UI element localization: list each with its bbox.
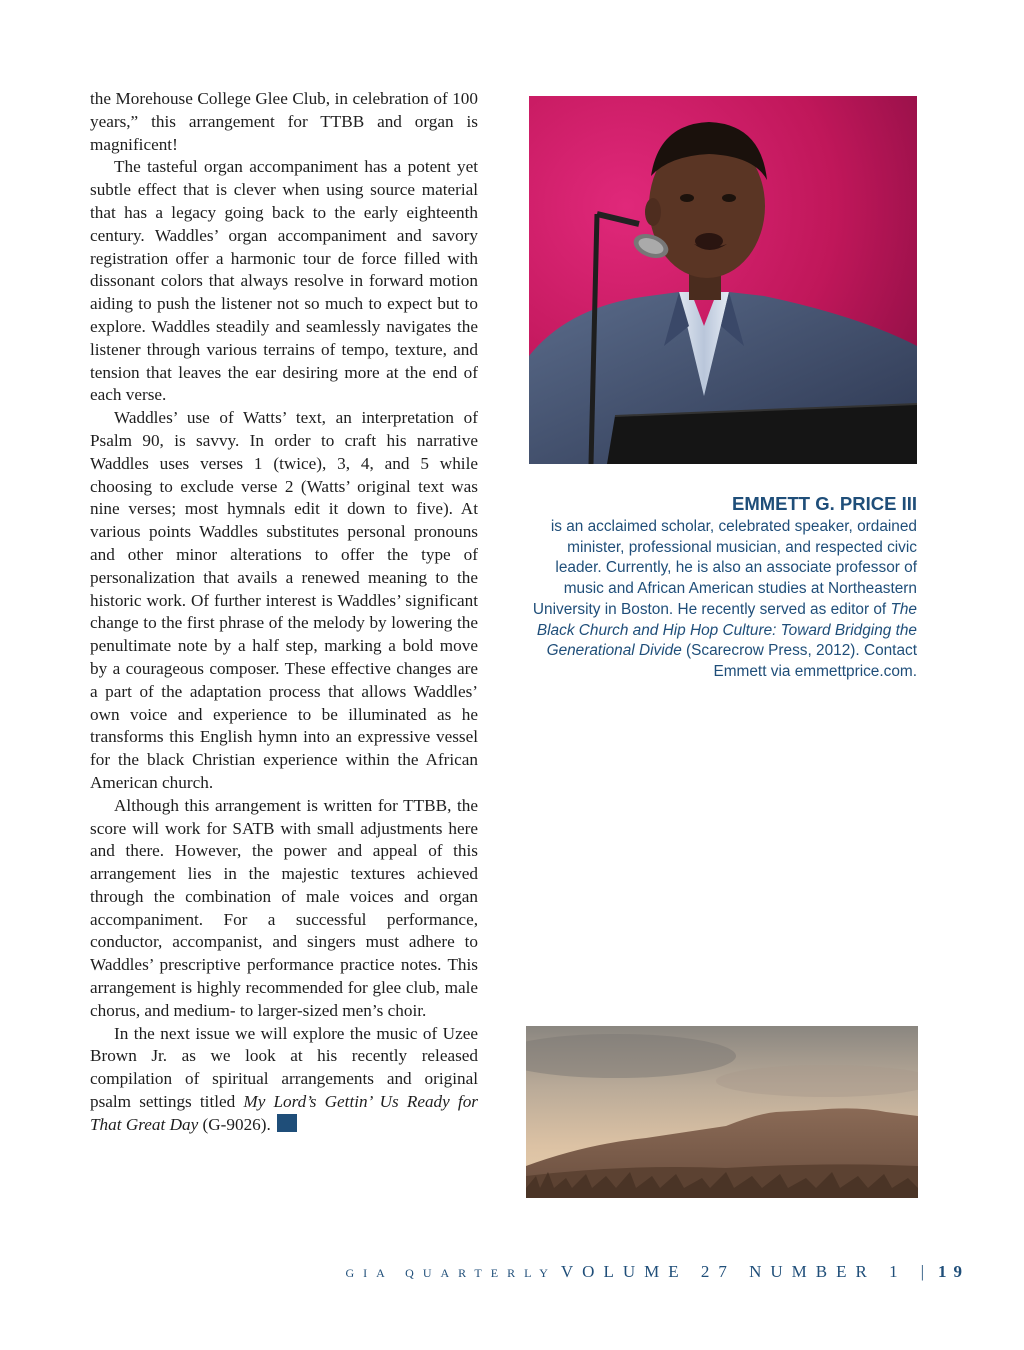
- article-paragraph: Although this arrangement is written for TTBB, the score will work for SATB with small adjustments here and there. However, the power and appeal of this arrangement lies in the majestic textures achieved through the combination of male voices and organ accompaniment. For a successful performance, conductor, accompanist, and singers must adhere to Waddles’ prescriptive performance practice notes. This arrangement is highly recommended for glee club, male chorus, and medium- to larger-sized men’s choir.: [90, 795, 478, 1020]
- author-bio: [520, 492, 917, 683]
- article-paragraph-final: [90, 1023, 478, 1137]
- article-column: [90, 88, 478, 1137]
- landscape-photo: [526, 1026, 918, 1198]
- page-footer: [345, 1262, 969, 1282]
- paragraph-text: (G-9026).: [198, 1114, 271, 1134]
- volume-number: VOLUME 27 NUMBER 1: [560, 1262, 907, 1281]
- paragraph-text: In the next issue we will explore the music of Uzee Brown Jr. as we look at his recently released compilation of spiritual arrangements and original psalm settings titled: [90, 1023, 478, 1112]
- article-paragraph: The tasteful organ accompaniment has a potent yet subtle effect that is clever when using source material that has a legacy going back to the early eighteenth century. Waddles’ organ accompaniment and savory registration offer a harmonic tour de force filled with dissonant colors that always resolve in forward motion aiding to push the listener not so much to expect but to explore. Waddles steadily and seamlessly navigates the listener through various terrains of tempo, texture, and tension that leaves the ear desiring more at the end of each verse.: [90, 157, 478, 405]
- end-of-article-mark: [277, 1114, 297, 1132]
- author-bio-text: [520, 517, 917, 683]
- article-paragraph: Waddles’ use of Watts’ text, an interpretation of Psalm 90, is savvy. In order to craft his narrative Waddles uses verses 1 (twice), 3, 4, and 5 while choosing to exclude verse 2 (Watts’ original text was nine verses; most hymnals edit it down to five). At various points Waddles substitutes personal pronouns and other minor alterations to offer the type of personalization that avails a renewed meaning to the historic work. Of further interest is Waddles’ significant change to the first phrase of the melody by lowering the penultimate note by a half step, marking a bold move by a courageous composer. These effective changes are a part of the adaptation process that allows Waddles’ own voice and experience to be illuminated as he transforms this English hymn into an expressive vessel for the black Christian experience within the African American church.: [90, 408, 478, 792]
- footer-separator: |: [920, 1262, 924, 1281]
- bio-text: (Scarecrow Press, 2012). Contact Emmett via emmettprice.com.: [681, 642, 917, 680]
- author-photo-image: [529, 96, 917, 464]
- author-name: EMMETT G. PRICE III: [731, 493, 917, 514]
- article-paragraph: the Morehouse College Glee Club, in celebration of 100 years,” this arrangement for TTBB and organ is magnificent!: [90, 89, 478, 154]
- landscape-photo-image: [526, 1026, 918, 1198]
- author-photo: [529, 96, 917, 464]
- book-title: The Black Church and Hip Hop Culture: Toward Bridging the Generational Divide: [536, 600, 917, 660]
- bio-text: is an acclaimed scholar, celebrated speaker, ordained minister, professional musician, and respected civic leader. Currently, he is also an associate professor of music and African American studies at Northeastern University in Boston. He recently served as editor of: [532, 518, 917, 618]
- publication-name: GIA QUARTERLY: [345, 1266, 557, 1280]
- collection-title: My Lord’s Gettin’ Us Ready for That Great Day: [90, 1092, 478, 1134]
- page-number: 19: [938, 1262, 969, 1281]
